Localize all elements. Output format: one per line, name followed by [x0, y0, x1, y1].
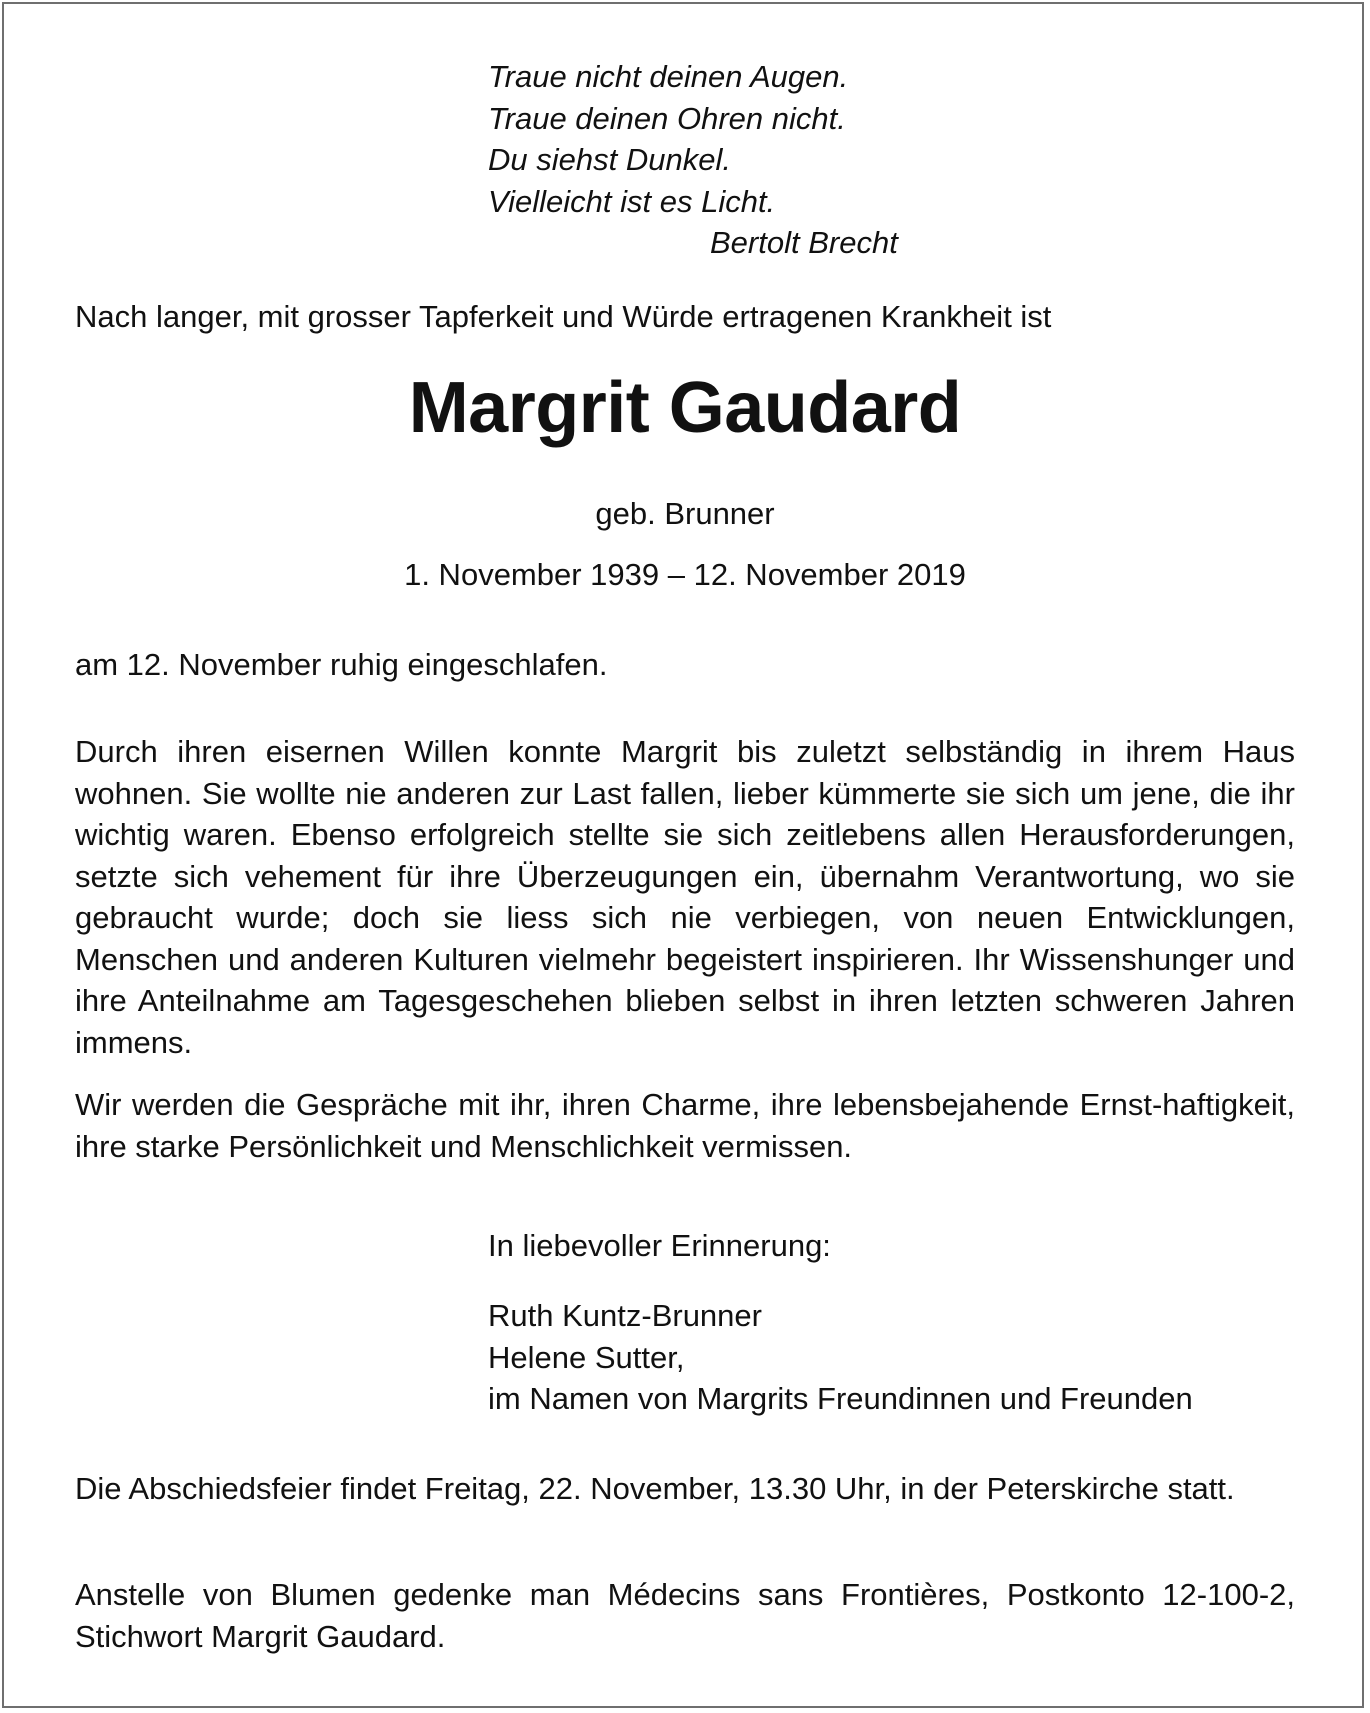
- motto-line: Traue nicht deinen Augen.: [488, 59, 849, 94]
- remembrance-paragraph: Wir werden die Gespräche mit ihr, ihren Charme, ihre lebensbejahende Ernst-haftigkeit, ihre starke Persönlichkeit und Menschlichkeit vermissen.: [75, 1087, 1295, 1164]
- donation-text: Anstelle von Blumen gedenke man Médecins sans Frontières, Postkonto 12-100-2, Stichwort Margrit Gaudard.: [75, 1577, 1295, 1654]
- passed-text: am 12. November ruhig eingeschlafen.: [75, 647, 608, 682]
- dates-row: [75, 555, 1295, 595]
- signature-heading-text: In liebevoller Erinnerung:: [488, 1228, 831, 1263]
- life-dates: 1. November 1939 – 12. November 2019: [404, 557, 966, 592]
- motto-quote: [488, 56, 988, 264]
- motto-line: Vielleicht ist es Licht.: [488, 183, 776, 219]
- intro-text: Nach langer, mit grosser Tapferkeit und Würde ertragenen Krankheit ist: [75, 299, 1052, 334]
- signature-name: Helene Sutter,: [488, 1339, 685, 1375]
- motto-author: Bertolt Brecht: [710, 225, 898, 260]
- signature-name: Ruth Kuntz-Brunner: [488, 1298, 762, 1333]
- motto-line: Traue deinen Ohren nicht.: [488, 100, 846, 136]
- birth-name-row: [75, 494, 1295, 534]
- deceased-name: Margrit Gaudard: [408, 368, 962, 448]
- ceremony-text: Die Abschiedsfeier findet Freitag, 22. November, 13.30 Uhr, in der Peterskirche statt.: [75, 1471, 1235, 1506]
- signature-names: [488, 1295, 1193, 1420]
- deceased-block: [75, 368, 1295, 448]
- birth-name: geb. Brunner: [595, 496, 775, 531]
- signature-heading: [488, 1225, 831, 1267]
- signature-name: im Namen von Margrits Freundinnen und Freunden: [488, 1381, 1193, 1416]
- motto-line: Du siehst Dunkel.: [488, 142, 731, 177]
- tribute-paragraph: Durch ihren eisernen Willen konnte Margrit bis zuletzt selbständig in ihrem Haus wohnen. Sie wollte nie anderen zur Last fallen, lieber kümmerte sie sich um jene, die ihr wichtig waren. Ebenso erfolgreich stellte sie sich zeitlebens allen Herausforderungen, setzte sich vehement für ihre Überzeugungen ein, übernahm Verantwortung, wo sie gebraucht wurde; doch sie liess sich nie verbiegen, von neuen Entwicklungen, Menschen und anderen Kulturen vielmehr begeistert inspirieren. Ihr Wissenshunger und ihre Anteilnahme am Tagesgeschehen blieben selbst in ihren letzten schweren Jahren immens.: [75, 734, 1295, 1060]
